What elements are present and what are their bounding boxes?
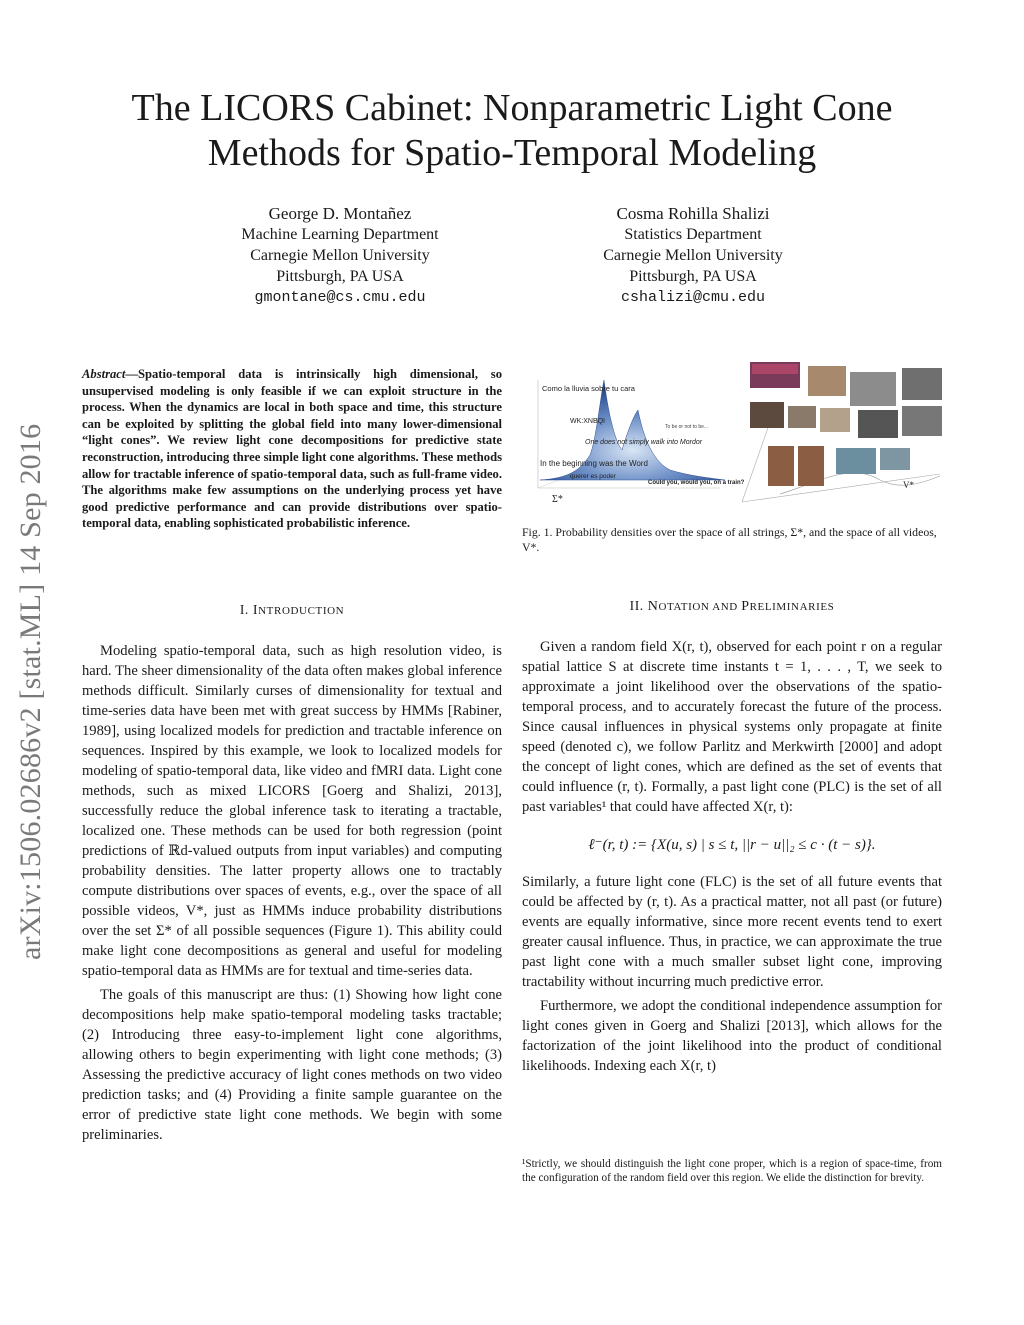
author-email: cshalizi@cmu.edu — [620, 289, 766, 306]
figure-1 — [530, 362, 950, 512]
video-frame — [902, 368, 942, 400]
notation-paragraph: Similarly, a future light cone (FLC) is the set of all future events that could be affected by (r, t). As a practical matter, not all past (or future) events are equally informative, since more recent events tend to exert greater causal influence. Thus, in practice, we can approximate the true past light cone with a much smaller subset light cone, improving tractability without incurring much predictive error. — [522, 874, 942, 990]
video-frame — [880, 448, 910, 470]
video-frame — [850, 372, 896, 406]
author-block-1 — [200, 203, 480, 308]
figure-caption: Fig. 1. Probability densities over the space of all strings, Σ*, and the space of all videos, V*. — [522, 525, 937, 554]
notation-paragraph: Furthermore, we adopt the conditional independence assumption for light cones given in Goerg and Shalizi [2013], which allows for the factorization of the joint likelihood into the product of conditional likelihoods. Indexing each X(r, t) — [522, 998, 942, 1074]
notation-body — [522, 637, 942, 1076]
plot-phrase: In the beginning was the Word — [540, 459, 648, 468]
abstract-text: —Spatio-temporal data is intrinsically high dimensional, so unsupervised modeling is only feasible if we can exploit structure in the process. When the dynamics are local in both space and time, this structure can be exploited by splitting the global field into many lower-dimensional “light cones”. We review light cone decompositions for predictive state reconstruction, introducing three simple light cone algorithms. These methods allow for tractable inference of spatio-temporal data, such as full-frame video. The algorithms make few assumptions on the underlying process yet have good predictive performance and can provide distributions over spatio-temporal data, enabling sophisticated probabilistic inference. — [82, 367, 502, 531]
video-frame — [858, 410, 898, 438]
author-name: Cosma Rohilla Shalizi — [616, 204, 770, 223]
author-email: gmontane@cs.cmu.edu — [254, 289, 426, 306]
plot-phrase: One does not simply walk into Mordor — [585, 439, 703, 446]
intro-body — [82, 641, 502, 1145]
intro-paragraph: Modeling spatio-temporal data, such as high resolution video, is hard. The sheer dimensionality of the data often makes global inference methods difficult. Similarly curses of dimensionality for textual and time-series data have been met with great success by HMMs [Rabiner, 1989], using localized models for prediction and tractable inference on sequences. Inspired by this example, we look to localized models for modeling of spatio-temporal data, like video and fMRI data. Light cone methods, such as mixed LICORS [Goerg and Shalizi, 2013], successfully reduce the global inference task to iterating a tractable, localized one. These methods can be used for both regression (point predictions of ℝd-valued outputs from input variables) and computing probability densities. The latter property allows one to tractably compute distributions over spaces of events, e.g., over the space of all possible videos, V*, just as HMMs induce probability distributions over the set Σ* of all possible sequences (Figure 1). This ability could make light cone decompositions as general and useful for modeling spatio-temporal data as HMMs are for textual and time-series data. — [82, 643, 502, 979]
title-line-1: The LICORS Cabinet: Nonparametric Light Cone — [131, 87, 893, 129]
author-block-2 — [553, 203, 833, 308]
plot-phrase: querer es poder — [570, 473, 616, 480]
paper-title — [60, 86, 964, 176]
plot-phrase: WK:XNBQI — [570, 418, 606, 425]
notation-paragraph: Given a random field X(r, t), observed for each point r on a regular spatial lattice S at discrete time instants t = 1, . . . , T, we seek to approximate a joint likelihood over the observations of the spatio-temporal process, and to accurately forecast the future of the process. Since causal influences in physical systems only propagate at finite speed (denoted c), we follow Parlitz and Merkwirth [2000] and adopt the concept of light cones, which are defined as the set of events that could influence (r, t). Formally, a past light cone (PLC) is the set of all past variables¹ that could have affected X(r, t): — [522, 639, 942, 815]
author-dept: Machine Learning Department — [241, 226, 439, 243]
section-heading-notation: II. NOTATION AND PRELIMINARIES — [629, 598, 835, 614]
plc-equation: ℓ⁻(r, t) := {X(u, s) | s ≤ t, ||r − u||₂ ≤ c · (t − s)}. — [588, 837, 876, 853]
author-univ: Carnegie Mellon University — [250, 247, 430, 264]
abstract-label: Abstract — [82, 367, 126, 381]
section-heading-introduction: I. INTRODUCTION — [239, 602, 345, 618]
title-line-2: Methods for Spatio-Temporal Modeling — [207, 132, 817, 174]
video-frame — [750, 402, 784, 428]
sigma-label: Σ* — [552, 494, 563, 505]
section-number: II. — [629, 598, 644, 613]
video-frame — [768, 446, 794, 486]
video-frame — [788, 406, 816, 428]
arxiv-stamp: arXiv:1506.02686v2 [stat.ML] 14 Sep 2016 — [14, 423, 47, 960]
author-univ: Carnegie Mellon University — [603, 247, 783, 264]
author-city: Pittsburgh, PA USA — [276, 268, 404, 285]
v-label: V* — [903, 480, 914, 490]
author-dept: Statistics Department — [624, 226, 762, 243]
author-city: Pittsburgh, PA USA — [629, 268, 757, 285]
string-density-plot — [530, 370, 745, 505]
author-name: George D. Montañez — [268, 204, 412, 223]
plot-phrase: Como la lluvia sobre tu cara — [542, 384, 635, 393]
video-frame — [798, 446, 824, 486]
video-density-plot — [740, 362, 945, 507]
video-frame — [836, 448, 876, 474]
video-frame — [808, 366, 846, 396]
footnote: ¹Strictly, we should distinguish the light cone proper, which is a region of space-time, from the configuration of the random field over this region. We elide the distinction for brevity. — [522, 1158, 942, 1184]
video-frame — [820, 408, 850, 432]
plot-phrase: To be or not to be... — [665, 424, 709, 430]
video-frame — [902, 406, 942, 436]
intro-paragraph: The goals of this manuscript are thus: (1) Showing how light cone decompositions help make spatio-temporal modeling tasks tractable; (2) Introducing three easy-to-implement light cone algorithms, allowing others to begin experimenting with light cone methods; (3) Assessing the predictive accuracy of light cones methods on two video prediction tasks; and (4) Providing a finite sample guarantee on the error of predictive state light cone methods. We begin with some preliminaries. — [82, 987, 502, 1143]
abstract — [82, 366, 502, 532]
section-number: I. — [239, 602, 249, 617]
plot-phrase: Could you, would you, on a train? — [648, 480, 745, 486]
